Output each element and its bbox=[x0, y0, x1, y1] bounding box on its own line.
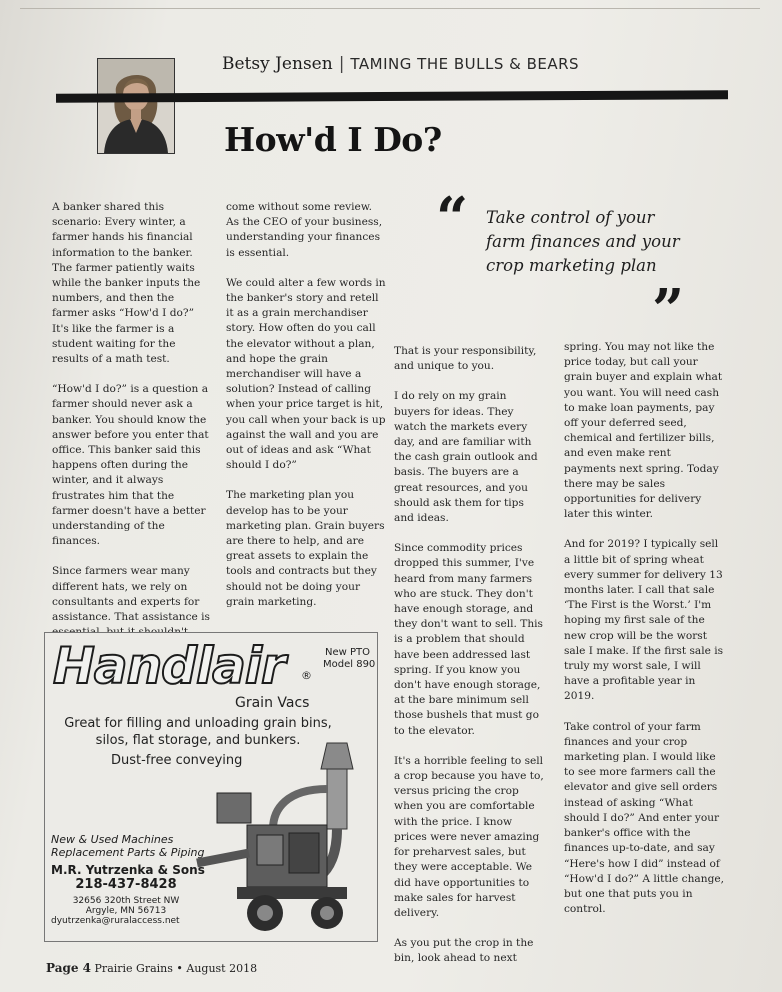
ad-tagline: Great for filling and unloading grain bins, silos, flat storage, and bunkers. bbox=[64, 716, 332, 748]
col3-para-2: I do rely on my grain buyers for ideas. They watch the markets every day, and are familiar with the cash grain outlook and basis. The buyers are a great resources, and you should ask them for tips and ideas. bbox=[394, 390, 538, 525]
ad-offer-1: New & Used Machines bbox=[51, 833, 174, 846]
page-number: Page 4 bbox=[46, 961, 92, 975]
byline bbox=[222, 54, 579, 80]
ad-brand-logo: Handlair bbox=[53, 637, 285, 695]
col4-para-1: spring. You may not like the price today, but call your grain buyer and explain what you want. You will need cash to make loan payments, pay off your deferred seed, chemical and fertilizer bills, and even make rent payments next spring. Today there may be sales opportunities for delivery later this winter. bbox=[564, 341, 723, 521]
ad-phone: 218-437-8428 bbox=[75, 877, 177, 892]
col4-para-3: Take control of your farm finances and your crop marketing plan. I would like to see more farmers call the elevator and give sell orders instead of asking “What should I do?” And enter your banker's office with the finances up-to-date, and say “Here's how I did” instead of “How'd I do?” A little change, but one that puts you in control. bbox=[564, 720, 724, 916]
headline: How'd I Do? bbox=[224, 120, 442, 159]
close-quote-mark: ” bbox=[652, 277, 685, 343]
top-rule bbox=[20, 8, 760, 9]
col1-para-3: Since farmers wear many different hats, we rely on consultants and experts for assistance. That assistance is bbox=[52, 565, 210, 624]
col3-para-5: As you put the crop in the bin, look ahead to next bbox=[394, 937, 534, 965]
grain-vac-machine-icon bbox=[177, 729, 377, 939]
ad-offer-2: Replacement Parts & Piping bbox=[51, 846, 205, 859]
col2-para-1: come without some review. As the CEO of your business, understanding your finances is essential. bbox=[226, 201, 383, 259]
col1-para-2: “How'd I do?” is a question a farmer should never ask a banker. You should know the answer before you enter that office. This banker said this happens often during the winter, and it always frustrates him that the farmer doesn't have a better understanding of the finances. bbox=[52, 383, 209, 548]
column-4 bbox=[564, 340, 726, 917]
author-portrait-icon bbox=[98, 59, 174, 153]
publication-info: Prairie Grains • August 2018 bbox=[94, 962, 258, 975]
ad-model-line-2: Model 890 bbox=[323, 659, 376, 670]
ad-product: Grain Vacs bbox=[235, 695, 310, 711]
page-footer bbox=[46, 961, 257, 977]
col4-para-2: And for 2019? I typically sell a little bit of spring wheat every summer for delivery 13 months later. I call that sale ‘The First is the Worst.’ I'm hoping my first sale of the new crop will be the worst sale I make. If the first sale is truly my worst sale, I will have a profitable year in 2019. bbox=[564, 538, 724, 703]
ad-dealer: M.R. Yutrzenka & Sons bbox=[51, 863, 205, 877]
author-photo bbox=[97, 58, 175, 154]
col3-para-3: Since commodity prices dropped this summer, I've heard from many farmers who are stuck. They don't have enough storage, and they don't want to sell. This is a problem that should have been addressed last spring. If you know you don't have enough storage, at the bare minimum sell those bushels that must go to the elevator. bbox=[394, 542, 543, 737]
author-name: Betsy Jensen bbox=[222, 54, 333, 74]
col3-para-1: That is your responsibility, and unique to you. bbox=[394, 345, 537, 373]
ad-contact-block bbox=[51, 833, 205, 926]
column-2 bbox=[226, 200, 386, 610]
open-quote-mark: “ bbox=[436, 185, 469, 251]
col1-para-1: A banker shared this scenario: Every winter, a farmer hands his financial information to the banker. The farmer patiently waits while the banker inputs the numbers, and then the farmer asks “How'd I do?” It's like the farmer is a student waiting for the results of a math test. bbox=[52, 201, 201, 366]
col2-para-2: We could alter a few words in the banker's story and retell it as a grain merchandiser story. How often do you call the elevator without a plan, and hope the grain merchandiser will have a solution? Instead of calling when your price target is hit, you call when your back is up against the wall and you are out of ideas and ask “What should I do?” bbox=[226, 276, 386, 472]
column-3 bbox=[394, 344, 546, 967]
ad-email: dyutrzenka@ruralaccess.net bbox=[51, 916, 180, 926]
col3-para-4: It's a horrible feeling to sell a crop because you have to, versus pricing the crop when you are comfortable with the price. I know prices were never amazing for preharvest sales, but they were acceptable. We did have opportunities to make sales for harvest delivery. bbox=[394, 754, 544, 919]
pull-quote: Take control of your farm finances and your crop marketing plan bbox=[486, 208, 680, 275]
byline-separator: | bbox=[338, 54, 345, 74]
col2-para-3: The marketing plan you develop has to be your marketing plan. Grain buyers are there to help, and are great assets to explain the tools and contracts but they should not be doing your grain marketing. bbox=[226, 489, 385, 608]
advertisement bbox=[44, 632, 378, 942]
ad-address-1: 32656 320th Street NW bbox=[72, 896, 180, 906]
ad-tagline-2: Dust-free conveying bbox=[111, 753, 243, 768]
ad-model-line-1: New PTO bbox=[325, 647, 370, 658]
ad-address-2: Argyle, MN 56713 bbox=[85, 906, 167, 916]
ad-registered-mark: ® bbox=[301, 669, 312, 682]
column-name: TAMING THE BULLS & BEARS bbox=[350, 55, 580, 73]
column-1 bbox=[52, 200, 212, 640]
